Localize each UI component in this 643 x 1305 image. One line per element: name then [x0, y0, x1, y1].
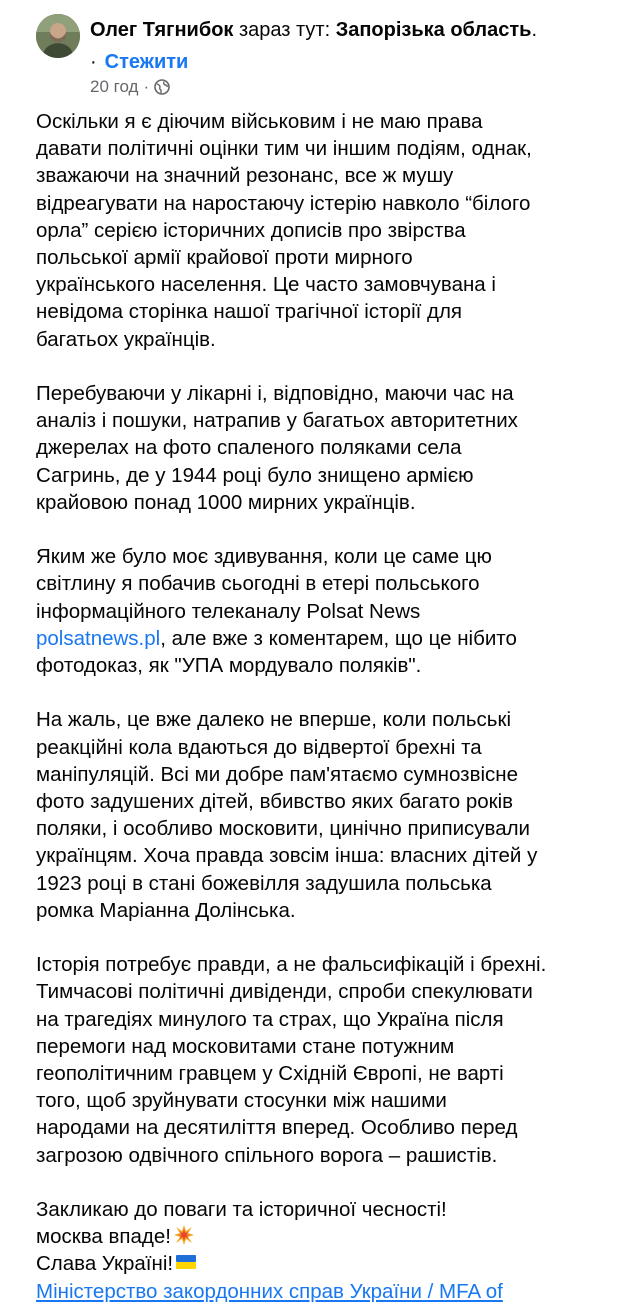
text-line: зважаючи на значний резонанс, все ж мушу	[36, 164, 454, 188]
paragraph-1	[36, 108, 636, 353]
text-line: поляки, і особливо московити, цинічно приписували	[36, 817, 531, 841]
post-time[interactable]: 20 год	[90, 77, 139, 96]
text-line: народами на десятиліття вперед. Особливо перед	[36, 1116, 518, 1140]
polsatnews-link[interactable]: polsatnews.pl	[36, 626, 161, 650]
follow-line	[90, 49, 188, 75]
text-fragment: москва впаде!	[36, 1225, 171, 1249]
paragraph-4	[36, 706, 636, 924]
collision-emoji-icon	[173, 1224, 195, 1246]
text-line: 1923 році в стані божевілля задушила польська	[36, 871, 492, 895]
status-text: зараз тут:	[233, 19, 336, 41]
avatar[interactable]	[36, 14, 80, 58]
text-line: маніпуляцій. Всі ми добре пам'ятаємо сумнозвісне	[36, 762, 518, 786]
text-line: невідома сторінка нашої трагічної історії для	[36, 300, 463, 324]
text-fragment: Слава Україні!	[36, 1252, 174, 1276]
text-line: українського населення. Це часто замовчувана і	[36, 273, 496, 297]
text-line	[36, 625, 636, 652]
mfa-ukraine-link[interactable]: Міністерство закордонних справ України / MFA of	[36, 1279, 503, 1303]
post-body	[36, 108, 636, 1305]
text-line: того, щоб зруйнувати стосунки між нашими	[36, 1089, 447, 1113]
post-meta	[90, 76, 170, 98]
paragraph-5	[36, 951, 636, 1169]
text-line: Оскільки я є діючим військовим і не маю права	[36, 110, 483, 133]
text-line: інформаційного телеканалу Polsat News	[36, 599, 421, 623]
text-fragment: , але вже з коментарем, що це нібито	[160, 626, 517, 650]
text-line: геополітичним гравцем у Східній Європі, не варті	[36, 1062, 504, 1086]
text-line: польської армії крайової проти мирного	[36, 246, 413, 270]
author-line	[90, 17, 635, 43]
text-line: Сагринь, де у 1944 році було знищено армією	[36, 463, 474, 487]
ukraine-flag-emoji-icon	[175, 1251, 197, 1273]
location-link[interactable]: Запорізька область	[335, 19, 532, 41]
text-line: крайовою понад 1000 мирних українців.	[36, 490, 416, 514]
text-line: Яким же було моє здивування, коли це саме цю	[36, 545, 492, 569]
text-line: багатьох українців.	[36, 327, 216, 351]
paragraph-6	[36, 1196, 636, 1305]
text-line: на трагедіях минулого та страх, що Україна після	[36, 1007, 504, 1031]
globe-icon[interactable]	[154, 79, 170, 95]
text-line: перемоги над московитами стане потужним	[36, 1034, 455, 1058]
avatar-photo-icon	[36, 14, 80, 58]
text-line: ромка Маріанна Долінська.	[36, 898, 296, 922]
text-line: джерелах на фото спаленого поляками села	[36, 436, 462, 460]
text-line: загрозою одвічного спільного ворога – рашистів.	[36, 1143, 498, 1167]
follow-button[interactable]: Стежити	[104, 51, 189, 73]
text-line: фотодоказ, як "УПА мордувало поляків".	[36, 654, 422, 678]
location-suffix: .	[531, 19, 538, 41]
text-line: На жаль, це вже далеко не вперше, коли польські	[36, 708, 512, 732]
text-line: світлину я побачив сьогодні в етері польського	[36, 572, 480, 596]
text-line: українцям. Хоча правда зовсім інша: власних дітей у	[36, 844, 538, 868]
text-line: орла” серією історичних дописів про звірства	[36, 218, 466, 242]
text-line	[36, 1223, 636, 1250]
paragraph-2	[36, 380, 636, 516]
text-line: Закликаю до поваги та історичної чесності!	[36, 1198, 447, 1222]
post-header	[0, 0, 643, 100]
text-line: відреагувати на наростаючу істерію навколо “білого	[36, 191, 531, 215]
meta-separator: ·	[143, 77, 150, 96]
dot-separator: ·	[90, 51, 97, 73]
text-line: аналіз і пошуки, натрапив у багатьох авторитетних	[36, 409, 518, 433]
paragraph-3	[36, 543, 636, 679]
text-line: Перебуваючи у лікарні і, відповідно, маючи час на	[36, 382, 514, 406]
text-line	[36, 1250, 636, 1277]
text-line: Тимчасові політичні дивіденди, спроби спекулювати	[36, 980, 533, 1004]
text-line: давати політичні оцінки тим чи іншим подіям, однак,	[36, 137, 532, 161]
author-name[interactable]: Олег Тягнибок	[90, 19, 234, 41]
text-line: Історія потребує правди, а не фальсифікацій і брехні.	[36, 953, 547, 977]
text-line: реакційні кола вдаються до відвертої брехні та	[36, 735, 482, 759]
text-line: фото задушених дітей, вбивство яких багато років	[36, 790, 514, 814]
